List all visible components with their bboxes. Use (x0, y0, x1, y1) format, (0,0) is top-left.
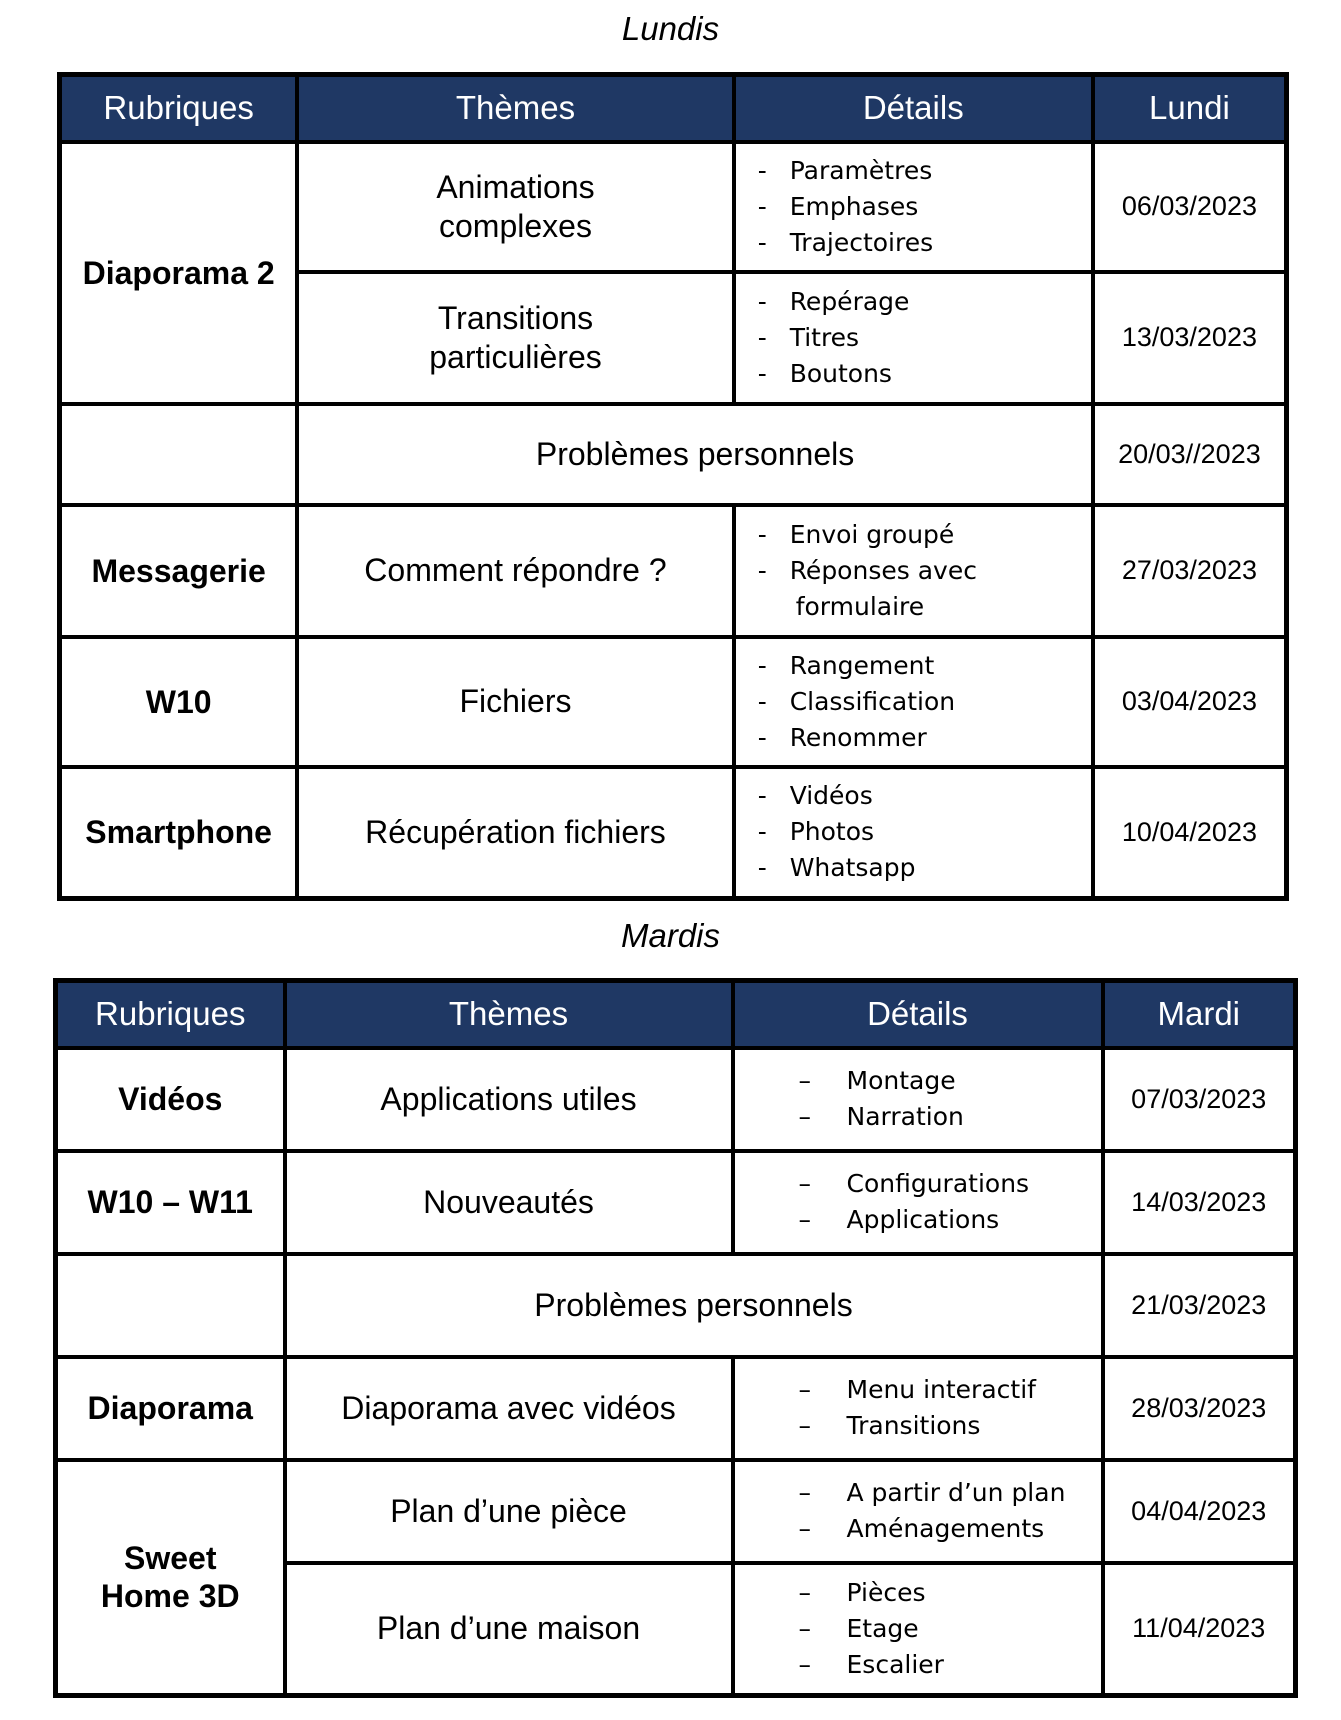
detail-item: - Réponses avec (757, 555, 977, 585)
theme-cell: Applications utiles (285, 1048, 733, 1151)
rubrique-line: Sweet (124, 1540, 217, 1577)
theme-cell: Fichiers (297, 637, 733, 767)
theme-line: particulières (429, 338, 602, 375)
date-cell: 13/03/2023 (1093, 272, 1287, 403)
theme-cell: Plan d’une pièce (285, 1460, 733, 1563)
table-row (60, 505, 1287, 636)
schedule-table-lundi (57, 72, 1289, 901)
date-cell: 28/03/2023 (1103, 1357, 1296, 1460)
detail-item: - Whatsapp (757, 853, 916, 883)
detail-item: – Transitions (798, 1411, 981, 1440)
details-cell (734, 505, 1093, 636)
details-cell (734, 142, 1093, 272)
table-row (60, 767, 1287, 899)
table-row (56, 1460, 1296, 1563)
header-row (60, 75, 1287, 142)
date-cell: 27/03/2023 (1093, 505, 1287, 636)
detail-item: – Pièces (798, 1577, 926, 1607)
details-cell (733, 1563, 1103, 1696)
detail-item: – A partir d’un plan (798, 1478, 1066, 1507)
rubrique-cell: Smartphone (60, 767, 298, 899)
date-cell: 07/03/2023 (1103, 1048, 1296, 1151)
theme-cell: Plan d’une maison (285, 1563, 733, 1696)
date-cell: 10/04/2023 (1093, 767, 1287, 899)
rubrique-cell: Diaporama (56, 1357, 285, 1460)
detail-item: - Renommer (757, 722, 927, 752)
theme-cell (297, 142, 733, 272)
detail-item: - Trajectoires (757, 227, 934, 257)
section-title-lundis: Lundis (621, 10, 720, 47)
details-cell (734, 767, 1093, 899)
schedule-table-mardi (53, 978, 1298, 1698)
rubrique-cell-empty (56, 1254, 285, 1357)
date-cell: 14/03/2023 (1103, 1151, 1296, 1254)
table-row (60, 637, 1287, 767)
rubrique-line: Home 3D (100, 1578, 240, 1615)
header-themes: Thèmes (297, 75, 733, 142)
theme-cell: Problèmes personnels (297, 404, 1093, 505)
detail-item: - Envoi groupé (757, 519, 955, 549)
rubrique-label: Diaporama 2 (82, 254, 275, 291)
rubrique-cell: Vidéos (56, 1048, 285, 1151)
detail-item: - Boutons (757, 358, 892, 388)
details-cell (734, 272, 1093, 403)
rubrique-cell: W10 – W11 (56, 1151, 285, 1254)
theme-cell (297, 272, 733, 403)
theme-line: Animations (436, 168, 595, 205)
detail-item: - Repérage (757, 286, 910, 316)
header-rubriques: Rubriques (60, 75, 298, 142)
rubrique-cell: Messagerie (60, 505, 298, 636)
details-cell (733, 1151, 1103, 1254)
table-row (56, 1048, 1296, 1151)
rubrique-cell-empty (60, 404, 298, 505)
detail-item: – Narration (798, 1102, 964, 1131)
details-cell (733, 1460, 1103, 1563)
detail-item: - Vidéos (757, 781, 873, 811)
date-cell: 06/03/2023 (1093, 142, 1287, 272)
header-rubriques: Rubriques (56, 981, 285, 1048)
theme-cell: Nouveautés (285, 1151, 733, 1254)
details-cell (734, 637, 1093, 767)
table-row (56, 1357, 1296, 1460)
date-cell: 21/03/2023 (1103, 1254, 1296, 1357)
details-cell (733, 1048, 1103, 1151)
rubrique-cell (60, 142, 298, 404)
header-day: Mardi (1103, 981, 1296, 1048)
theme-cell: Comment répondre ? (297, 505, 733, 636)
details-cell (733, 1357, 1103, 1460)
table-row (56, 1254, 1296, 1357)
theme-cell: Diaporama avec vidéos (285, 1357, 733, 1460)
section-title-mardis: Mardis (620, 917, 721, 954)
detail-item: – Escalier (798, 1649, 944, 1679)
detail-item: - Photos (757, 817, 875, 847)
detail-item: - Titres (757, 322, 860, 352)
theme-line: Transitions (437, 299, 594, 336)
theme-cell: Problèmes personnels (285, 1254, 1103, 1357)
detail-item: – Aménagements (798, 1514, 1045, 1543)
rubrique-cell (56, 1460, 285, 1696)
detail-item: – Montage (798, 1066, 956, 1095)
detail-item: – Menu interactif (798, 1375, 1036, 1404)
detail-item: - Emphases (757, 191, 919, 221)
header-themes: Thèmes (285, 981, 733, 1048)
table-row (60, 404, 1287, 505)
date-cell: 20/03//2023 (1093, 404, 1287, 505)
detail-item: - Paramètres (757, 155, 933, 185)
header-details: Détails (734, 75, 1093, 142)
header-details: Détails (733, 981, 1103, 1048)
header-day: Lundi (1093, 75, 1287, 142)
detail-item-continuation: formulaire (795, 591, 925, 621)
detail-item: - Rangement (757, 650, 935, 680)
theme-cell: Récupération fichiers (297, 767, 733, 899)
detail-item: - Classification (757, 686, 956, 716)
header-row (56, 981, 1296, 1048)
detail-item: – Etage (798, 1613, 919, 1643)
table-row (60, 142, 1287, 272)
table-row (56, 1151, 1296, 1254)
detail-item: – Applications (798, 1205, 1000, 1234)
theme-line: complexes (439, 207, 592, 244)
date-cell: 03/04/2023 (1093, 637, 1287, 767)
rubrique-cell: W10 (60, 637, 298, 767)
date-cell: 04/04/2023 (1103, 1460, 1296, 1563)
date-cell: 11/04/2023 (1103, 1563, 1296, 1696)
detail-item: – Configurations (798, 1169, 1030, 1198)
